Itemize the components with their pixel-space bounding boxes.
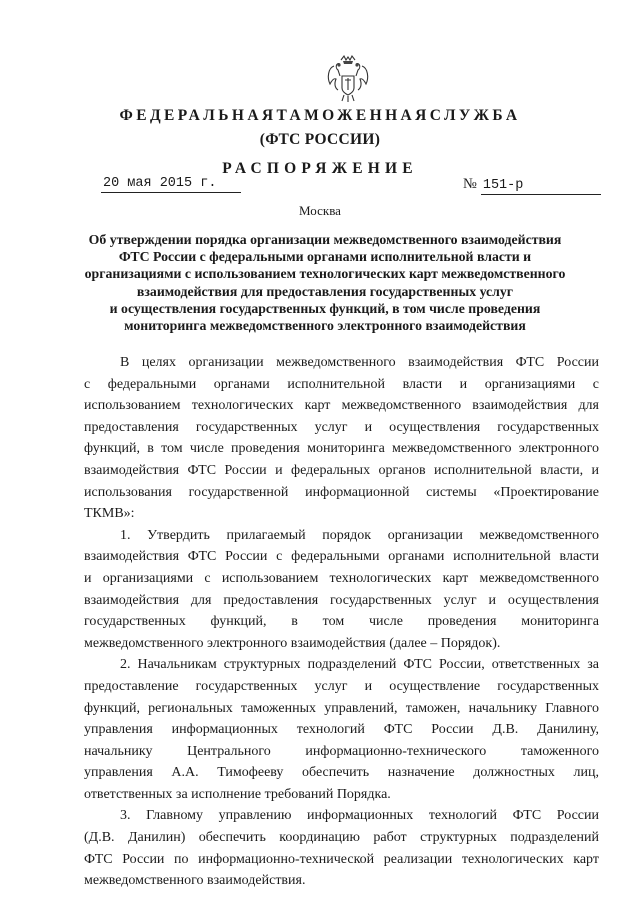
title-line: ФТС России с федеральными органами исполнительной власти и bbox=[118, 249, 532, 265]
text-line: В целях организации межведомственного взаимодействия ФТС России bbox=[120, 355, 599, 370]
document-date: 20 мая 2015 г. bbox=[101, 175, 241, 193]
text-line: функций, в том числе проведения мониторинга межведомственного электронного bbox=[84, 441, 599, 457]
title-line: Об утверждении порядка организации межведомственного взаимодействия bbox=[88, 232, 562, 247]
text-line: ТКМВ»: bbox=[84, 506, 135, 522]
text-line: предоставление государственных услуг и осуществление государственных bbox=[84, 678, 599, 694]
document-title bbox=[60, 231, 590, 334]
text-line: межведомственного электронного взаимодействия (далее – Порядок). bbox=[84, 635, 501, 651]
title-line: мониторинга межведомственного электронного взаимодействия bbox=[124, 318, 526, 334]
title-line: организациями с использованием технологических карт межведомственного bbox=[84, 266, 566, 282]
coat-of-arms-emblem-icon bbox=[326, 54, 370, 104]
text-line: с федеральными органами исполнительной власти и организациями с bbox=[84, 376, 599, 392]
preamble-paragraph bbox=[84, 352, 599, 525]
text-line: функций, региональных таможенных управлений, таможен, начальнику Главного bbox=[84, 700, 599, 716]
item-1-paragraph bbox=[84, 525, 599, 655]
document-number: 151-р bbox=[481, 177, 601, 195]
title-line: взаимодействия для предоставления государственных услуг bbox=[136, 283, 514, 299]
text-line: начальнику Центрального информационно-технического таможенного bbox=[84, 743, 599, 759]
text-line: (Д.В. Данилин) обеспечить координацию работ структурных подразделений bbox=[84, 830, 599, 846]
text-line: взаимодействия для предоставления государственных услуг и осуществления bbox=[84, 592, 599, 608]
text-line: ответственных за исполнение требований Порядка. bbox=[84, 786, 391, 802]
text-line: управления информационных технологий ФТС России Д.В. Данилину, bbox=[84, 722, 599, 738]
organization-name: ФЕДЕРАЛЬНАЯТАМОЖЕННАЯСЛУЖБА bbox=[119, 107, 521, 124]
text-line: предоставления государственных услуг и осуществления государственных bbox=[84, 419, 599, 435]
item-2-paragraph bbox=[84, 654, 599, 805]
text-line: 3. Главному управлению информационных технологий ФТС России bbox=[120, 808, 599, 824]
item-3-paragraph bbox=[84, 805, 599, 891]
text-line: взаимодействия ФТС России и федеральных органов исполнительной власти, и bbox=[84, 462, 599, 478]
number-sign: № bbox=[463, 176, 477, 192]
text-line: управления А.А. Тимофееву обеспечить назначение должностных лиц, bbox=[84, 765, 599, 781]
text-line: государственных функций, в том числе проведения мониторинга bbox=[84, 614, 599, 630]
text-line: использования государственной информационной системы «Проектирование bbox=[84, 484, 599, 500]
organization-short-name: (ФТС РОССИИ) bbox=[259, 131, 381, 148]
text-line: 2. Начальникам структурных подразделений ФТС России, ответственных за bbox=[120, 657, 599, 673]
text-line: межведомственного взаимодействия. bbox=[84, 873, 306, 889]
city-name: Москва bbox=[299, 203, 341, 218]
text-line: 1. Утвердить прилагаемый порядок организации межведомственного bbox=[120, 527, 599, 543]
text-line: использованием технологических карт межведомственного взаимодействия для bbox=[84, 398, 599, 414]
document-body bbox=[84, 352, 599, 892]
title-line: и осуществления государственных функций, в том числе проведения bbox=[109, 300, 541, 316]
text-line: взаимодействия ФТС России с федеральными органами исполнительной власти bbox=[84, 549, 599, 565]
text-line: ФТС России по информационно-технической реализации технологических карт bbox=[84, 851, 599, 867]
document-type: РАСПОРЯЖЕНИЕ bbox=[222, 160, 418, 177]
text-line: и организациями с использованием технологических карт межведомственного bbox=[84, 570, 599, 586]
document-number-block bbox=[463, 175, 613, 195]
